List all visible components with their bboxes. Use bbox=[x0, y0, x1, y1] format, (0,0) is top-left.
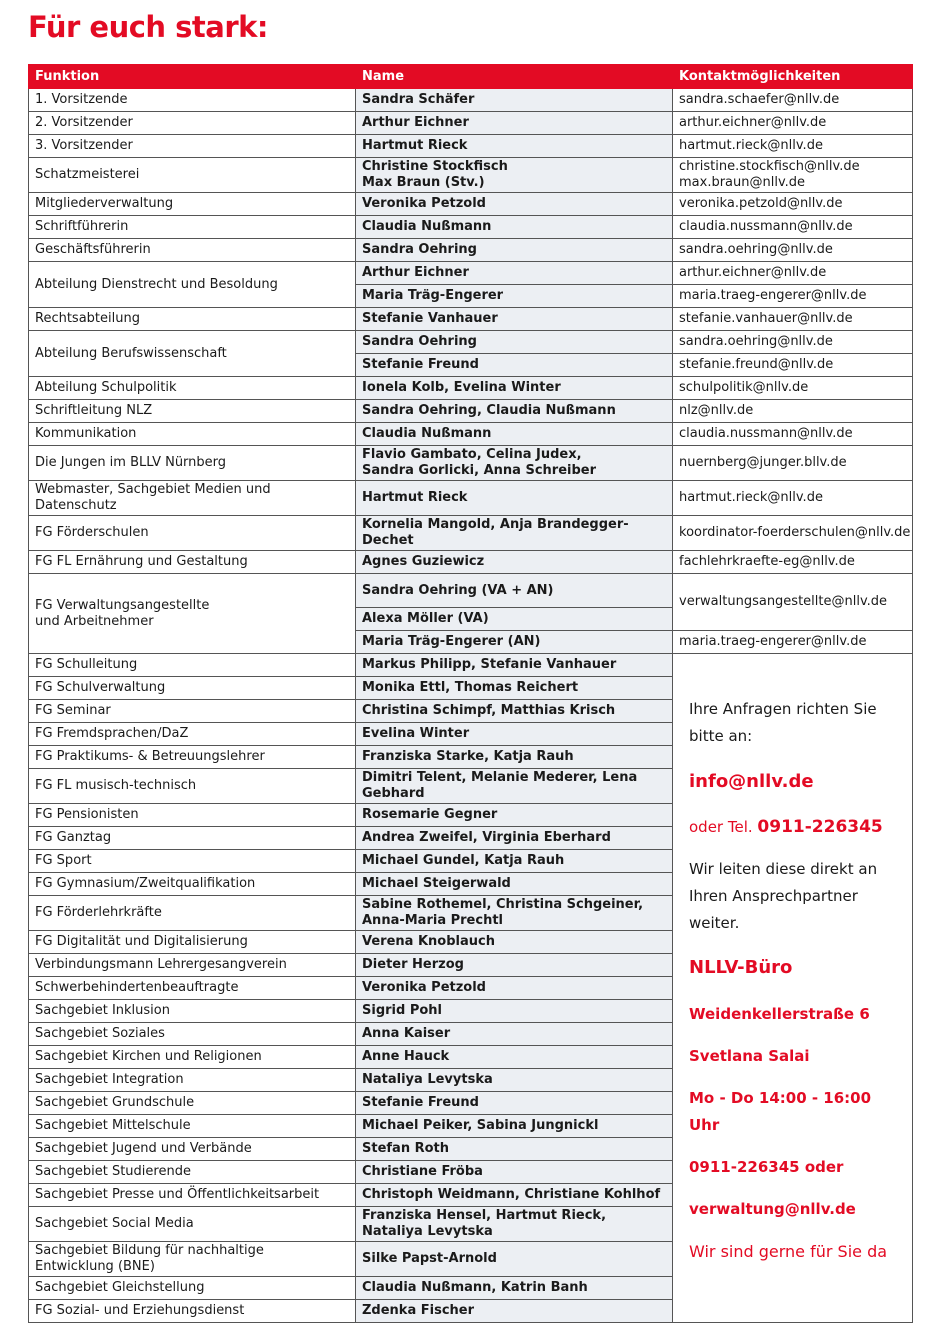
line: Sachgebiet Bildung für nachhaltige bbox=[35, 1243, 264, 1258]
cell-funktion: FG Sozial- und Erziehungsdienst bbox=[29, 1300, 356, 1323]
cell-funktion: FG Ganztag bbox=[29, 827, 356, 850]
cell-funktion: FG FL musisch-technisch bbox=[29, 769, 356, 804]
table-row bbox=[29, 135, 913, 158]
cell-contact-email[interactable]: schulpolitik@nllv.de bbox=[673, 377, 913, 400]
cell-funktion: FG Schulleitung bbox=[29, 654, 356, 677]
cell-funktion: FG Gymnasium/Zweitqualifikation bbox=[29, 873, 356, 896]
header-funktion: Funktion bbox=[29, 65, 356, 89]
cell-contact-email[interactable]: hartmut.rieck@nllv.de bbox=[673, 481, 913, 516]
cell-funktion: FG Praktikums- & Betreuungslehrer bbox=[29, 746, 356, 769]
table-row bbox=[29, 377, 913, 400]
header-name: Name bbox=[356, 65, 673, 89]
cell-funktion: FG FL Ernährung und Gestaltung bbox=[29, 551, 356, 574]
table-row bbox=[29, 89, 913, 112]
cell-name: Christoph Weidmann, Christiane Kohlhof bbox=[356, 1184, 673, 1207]
line: Sabine Rothemel, Christina Schgeiner, bbox=[362, 897, 644, 912]
cell-funktion: Sachgebiet Inklusion bbox=[29, 1000, 356, 1023]
info-text-line3: Wir leiten diese direkt an bbox=[689, 859, 878, 878]
cell-funktion: Kommunikation bbox=[29, 423, 356, 446]
table-row bbox=[29, 551, 913, 574]
cell-funktion: Sachgebiet Gleichstellung bbox=[29, 1277, 356, 1300]
cell-funktion bbox=[29, 574, 356, 654]
cell-name: Michael Peiker, Sabina Jungnickl bbox=[356, 1115, 673, 1138]
cell-name: Sigrid Pohl bbox=[356, 1000, 673, 1023]
cell-name bbox=[356, 158, 673, 193]
cell-name: Dieter Herzog bbox=[356, 954, 673, 977]
line: Max Braun (Stv.) bbox=[362, 175, 485, 190]
cell-funktion: Sachgebiet Jugend und Verbände bbox=[29, 1138, 356, 1161]
closing-text: Wir sind gerne für Sie da bbox=[689, 1241, 888, 1261]
line: christine.stockfisch@nllv.de bbox=[679, 159, 860, 174]
cell-name: Sandra Oehring, Claudia Nußmann bbox=[356, 400, 673, 423]
cell-funktion: Sachgebiet Kirchen und Religionen bbox=[29, 1046, 356, 1069]
page-title: Für euch stark: bbox=[28, 10, 269, 44]
cell-funktion: Schwerbehindertenbeauftragte bbox=[29, 977, 356, 1000]
table-row bbox=[29, 654, 913, 677]
cell-funktion: Schriftleitung NLZ bbox=[29, 400, 356, 423]
cell-name: Stefanie Vanhauer bbox=[356, 308, 673, 331]
table-row bbox=[29, 423, 913, 446]
cell-name: Christiane Fröba bbox=[356, 1161, 673, 1184]
cell-funktion: Schriftführerin bbox=[29, 216, 356, 239]
cell-funktion: 3. Vorsitzender bbox=[29, 135, 356, 158]
table-row bbox=[29, 481, 913, 516]
table-row bbox=[29, 331, 913, 354]
cell-name: Verena Knoblauch bbox=[356, 931, 673, 954]
line: FG Verwaltungsangestellte bbox=[35, 597, 210, 613]
office-street: Weidenkellerstraße 6 bbox=[689, 1004, 870, 1023]
line: Nataliya Levytska bbox=[362, 1224, 493, 1239]
cell-name: Claudia Nußmann bbox=[356, 423, 673, 446]
cell-name: Veronika Petzold bbox=[356, 977, 673, 1000]
table-row bbox=[29, 216, 913, 239]
cell-name: Sandra Schäfer bbox=[356, 89, 673, 112]
cell-name: Anne Hauck bbox=[356, 1046, 673, 1069]
table-header-row bbox=[29, 65, 913, 89]
cell-contact-email[interactable]: stefanie.vanhauer@nllv.de bbox=[673, 308, 913, 331]
cell-name: Christina Schimpf, Matthias Krisch bbox=[356, 700, 673, 723]
table-row bbox=[29, 112, 913, 135]
cell-name: Nataliya Levytska bbox=[356, 1069, 673, 1092]
cell-funktion: Sachgebiet Mittelschule bbox=[29, 1115, 356, 1138]
cell-funktion: Geschäftsführerin bbox=[29, 239, 356, 262]
table-row bbox=[29, 308, 913, 331]
cell-contact-email[interactable]: claudia.nussmann@nllv.de bbox=[673, 423, 913, 446]
cell-funktion: Sachgebiet Integration bbox=[29, 1069, 356, 1092]
office-phone[interactable]: 0911-226345 oder bbox=[689, 1157, 844, 1176]
cell-name: Stefan Roth bbox=[356, 1138, 673, 1161]
table-row bbox=[29, 158, 913, 193]
table-body bbox=[29, 89, 913, 1323]
cell-name: Sandra Oehring bbox=[356, 239, 673, 262]
cell-funktion: FG Sport bbox=[29, 850, 356, 873]
cell-funktion: Sachgebiet Presse und Öffentlichkeitsarbeit bbox=[29, 1184, 356, 1207]
cell-name: Stefanie Freund bbox=[356, 354, 673, 377]
cell-contact-email[interactable]: sandra.oehring@nllv.de bbox=[673, 239, 913, 262]
cell-funktion: Sachgebiet Social Media bbox=[29, 1207, 356, 1242]
line: Entwicklung (BNE) bbox=[35, 1259, 155, 1274]
cell-funktion: FG Förderschulen bbox=[29, 516, 356, 551]
cell-funktion: FG Fremdsprachen/DaZ bbox=[29, 723, 356, 746]
cell-funktion: Verbindungsmann Lehrergesangverein bbox=[29, 954, 356, 977]
cell-name: Anna Kaiser bbox=[356, 1023, 673, 1046]
line: max.braun@nllv.de bbox=[679, 175, 806, 190]
cell-funktion: Abteilung Dienstrecht und Besoldung bbox=[29, 262, 356, 308]
office-title: NLLV-Büro bbox=[689, 956, 793, 978]
cell-funktion: 2. Vorsitzender bbox=[29, 112, 356, 135]
table-row bbox=[29, 516, 913, 551]
cell-funktion: FG Seminar bbox=[29, 700, 356, 723]
cell-name: Evelina Winter bbox=[356, 723, 673, 746]
cell-name: Hartmut Rieck bbox=[356, 135, 673, 158]
table-row bbox=[29, 446, 913, 481]
cell-name: Veronika Petzold bbox=[356, 193, 673, 216]
line: Sandra Gorlicki, Anna Schreiber bbox=[362, 463, 597, 478]
cell-name: Ionela Kolb, Evelina Winter bbox=[356, 377, 673, 400]
cell-contact-email[interactable]: veronika.petzold@nllv.de bbox=[673, 193, 913, 216]
cell-funktion: Schatzmeisterei bbox=[29, 158, 356, 193]
table-row bbox=[29, 400, 913, 423]
info-phone bbox=[689, 814, 906, 841]
office-person: Svetlana Salai bbox=[689, 1046, 810, 1065]
cell-funktion: 1. Vorsitzende bbox=[29, 89, 356, 112]
office-email-link[interactable]: verwaltung@nllv.de bbox=[689, 1199, 856, 1218]
contact-table bbox=[28, 64, 913, 1323]
cell-funktion bbox=[29, 1242, 356, 1277]
cell-funktion: Abteilung Berufswissenschaft bbox=[29, 331, 356, 377]
line: Flavio Gambato, Celina Judex, bbox=[362, 447, 582, 462]
cell-contact-email[interactable]: claudia.nussmann@nllv.de bbox=[673, 216, 913, 239]
cell-funktion: FG Förderlehrkräfte bbox=[29, 896, 356, 931]
cell-funktion: FG Pensionisten bbox=[29, 804, 356, 827]
cell-contact-email[interactable]: maria.traeg-engerer@nllv.de bbox=[673, 285, 913, 308]
cell-name: Dimitri Telent, Melanie Mederer, Lena Gebhard bbox=[356, 769, 673, 804]
info-text-line2: bitte an: bbox=[689, 726, 753, 745]
cell-funktion: Sachgebiet Studierende bbox=[29, 1161, 356, 1184]
cell-name: Franziska Starke, Katja Rauh bbox=[356, 746, 673, 769]
info-phone-number[interactable]: 0911-226345 bbox=[757, 816, 883, 837]
cell-name: Alexa Möller (VA) bbox=[356, 608, 673, 631]
cell-funktion: Sachgebiet Grundschule bbox=[29, 1092, 356, 1115]
cell-contact-email[interactable]: arthur.eichner@nllv.de bbox=[673, 262, 913, 285]
cell-contact-email[interactable]: sandra.schaefer@nllv.de bbox=[673, 89, 913, 112]
cell-contact-email[interactable]: sandra.oehring@nllv.de bbox=[673, 331, 913, 354]
line: Christine Stockfisch bbox=[362, 159, 508, 174]
cell-funktion: Webmaster, Sachgebiet Medien und Datenschutz bbox=[29, 481, 356, 516]
cell-funktion: Die Jungen im BLLV Nürnberg bbox=[29, 446, 356, 481]
table-row bbox=[29, 239, 913, 262]
cell-contact-email[interactable]: maria.traeg-engerer@nllv.de bbox=[673, 631, 913, 654]
cell-name bbox=[356, 446, 673, 481]
cell-name: Sandra Oehring (VA + AN) bbox=[356, 574, 673, 608]
table-row bbox=[29, 574, 913, 608]
cell-name: Hartmut Rieck bbox=[356, 481, 673, 516]
cell-name: Zdenka Fischer bbox=[356, 1300, 673, 1323]
cell-name: Kornelia Mangold, Anja Brandegger-Dechet bbox=[356, 516, 673, 551]
cell-name: Claudia Nußmann, Katrin Banh bbox=[356, 1277, 673, 1300]
cell-name: Stefanie Freund bbox=[356, 1092, 673, 1115]
line: Anna-Maria Prechtl bbox=[362, 913, 504, 928]
cell-name: Markus Philipp, Stefanie Vanhauer bbox=[356, 654, 673, 677]
cell-funktion: Mitgliederverwaltung bbox=[29, 193, 356, 216]
cell-funktion: Sachgebiet Soziales bbox=[29, 1023, 356, 1046]
cell-name: Arthur Eichner bbox=[356, 262, 673, 285]
header-kontakt: Kontaktmöglichkeiten bbox=[673, 65, 913, 89]
info-text-line1: Ihre Anfragen richten Sie bbox=[689, 699, 877, 718]
cell-contact-email[interactable]: stefanie.freund@nllv.de bbox=[673, 354, 913, 377]
cell-contact-email[interactable]: nuernberg@junger.bllv.de bbox=[673, 446, 913, 481]
cell-name: Michael Steigerwald bbox=[356, 873, 673, 896]
cell-funktion: FG Digitalität und Digitalisierung bbox=[29, 931, 356, 954]
line: und Arbeitnehmer bbox=[35, 613, 154, 629]
cell-name: Michael Gundel, Katja Rauh bbox=[356, 850, 673, 873]
table-row bbox=[29, 262, 913, 285]
info-text-line4: Ihren Ansprechpartner weiter. bbox=[689, 886, 858, 932]
info-panel bbox=[673, 654, 913, 1323]
cell-name: Silke Papst-Arnold bbox=[356, 1242, 673, 1277]
cell-contact-email[interactable]: fachlehrkraefte-eg@nllv.de bbox=[673, 551, 913, 574]
cell-name: Claudia Nußmann bbox=[356, 216, 673, 239]
cell-contact-email[interactable]: koordinator-foerderschulen@nllv.de bbox=[673, 516, 913, 551]
cell-name: Agnes Guziewicz bbox=[356, 551, 673, 574]
cell-contact-email[interactable] bbox=[673, 158, 913, 193]
cell-name: Maria Träg-Engerer bbox=[356, 285, 673, 308]
cell-contact-email[interactable]: verwaltungsangestellte@nllv.de bbox=[673, 574, 913, 631]
cell-contact-email[interactable]: nlz@nllv.de bbox=[673, 400, 913, 423]
cell-funktion: Abteilung Schulpolitik bbox=[29, 377, 356, 400]
cell-name: Maria Träg-Engerer (AN) bbox=[356, 631, 673, 654]
cell-name: Arthur Eichner bbox=[356, 112, 673, 135]
cell-contact-email[interactable]: hartmut.rieck@nllv.de bbox=[673, 135, 913, 158]
line: Franziska Hensel, Hartmut Rieck, bbox=[362, 1208, 607, 1223]
cell-name bbox=[356, 896, 673, 931]
info-phone-prefix: oder Tel. bbox=[689, 817, 753, 836]
cell-name: Sandra Oehring bbox=[356, 331, 673, 354]
cell-name: Andrea Zweifel, Virginia Eberhard bbox=[356, 827, 673, 850]
cell-name bbox=[356, 1207, 673, 1242]
cell-name: Monika Ettl, Thomas Reichert bbox=[356, 677, 673, 700]
cell-contact-email[interactable]: arthur.eichner@nllv.de bbox=[673, 112, 913, 135]
cell-funktion: FG Schulverwaltung bbox=[29, 677, 356, 700]
cell-name: Rosemarie Gegner bbox=[356, 804, 673, 827]
table-row bbox=[29, 193, 913, 216]
info-email-link[interactable]: info@nllv.de bbox=[689, 770, 814, 792]
cell-funktion: Rechtsabteilung bbox=[29, 308, 356, 331]
office-hours: Mo - Do 14:00 - 16:00 Uhr bbox=[689, 1088, 872, 1134]
